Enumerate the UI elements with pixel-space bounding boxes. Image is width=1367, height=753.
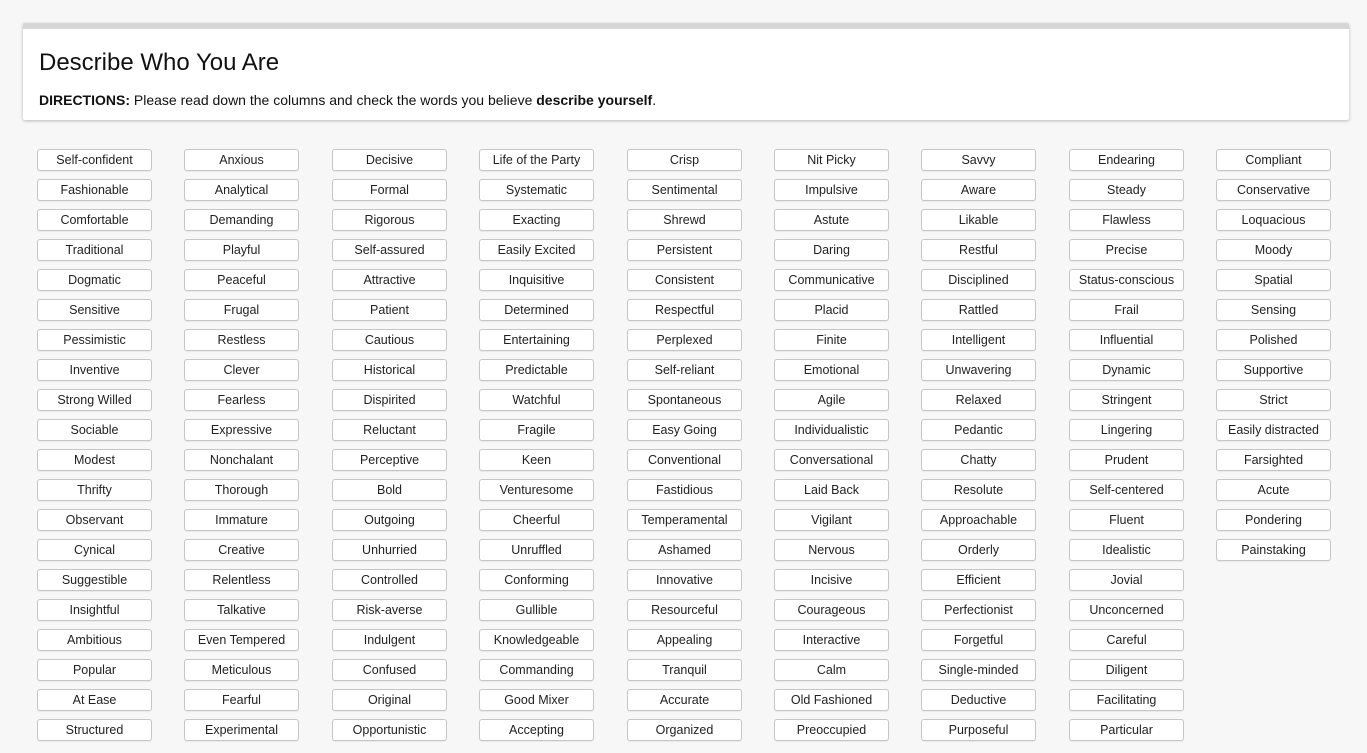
word-button[interactable]: Perceptive xyxy=(332,449,447,471)
word-button[interactable]: Tranquil xyxy=(627,659,742,681)
word-button[interactable]: Patient xyxy=(332,299,447,321)
word-button[interactable]: Good Mixer xyxy=(479,689,594,711)
word-button[interactable]: Inventive xyxy=(37,359,152,381)
page-title: Describe Who You Are xyxy=(39,49,280,76)
word-column-5 xyxy=(627,149,742,749)
word-button[interactable]: Watchful xyxy=(479,389,594,411)
word-button[interactable]: Relentless xyxy=(184,569,299,591)
word-button[interactable]: Controlled xyxy=(332,569,447,591)
word-button[interactable]: Approachable xyxy=(921,509,1036,531)
word-button[interactable]: Self-assured xyxy=(332,239,447,261)
word-button[interactable]: Individualistic xyxy=(774,419,889,441)
word-button[interactable]: Keen xyxy=(479,449,594,471)
word-button[interactable]: Old Fashioned xyxy=(774,689,889,711)
word-button[interactable]: Thorough xyxy=(184,479,299,501)
word-button[interactable]: Aware xyxy=(921,179,1036,201)
word-button[interactable]: Vigilant xyxy=(774,509,889,531)
word-button[interactable]: Dynamic xyxy=(1069,359,1184,381)
word-button[interactable]: Inquisitive xyxy=(479,269,594,291)
word-button[interactable]: Emotional xyxy=(774,359,889,381)
word-button[interactable]: Fastidious xyxy=(627,479,742,501)
word-button[interactable]: Indulgent xyxy=(332,629,447,651)
word-button[interactable]: Polished xyxy=(1216,329,1331,351)
word-button[interactable]: Compliant xyxy=(1216,149,1331,171)
word-button[interactable]: Insightful xyxy=(37,599,152,621)
word-button[interactable]: Rigorous xyxy=(332,209,447,231)
word-column-8 xyxy=(1069,149,1184,749)
word-button[interactable]: Cheerful xyxy=(479,509,594,531)
word-button[interactable]: Dogmatic xyxy=(37,269,152,291)
word-button[interactable]: Nonchalant xyxy=(184,449,299,471)
word-button[interactable]: Loquacious xyxy=(1216,209,1331,231)
word-button[interactable]: Easy Going xyxy=(627,419,742,441)
word-button[interactable]: Daring xyxy=(774,239,889,261)
word-button[interactable]: Risk-averse xyxy=(332,599,447,621)
word-button[interactable]: Resourceful xyxy=(627,599,742,621)
word-button[interactable]: Thrifty xyxy=(37,479,152,501)
word-button[interactable]: Impulsive xyxy=(774,179,889,201)
word-button[interactable]: Venturesome xyxy=(479,479,594,501)
word-button[interactable]: Particular xyxy=(1069,719,1184,741)
word-button[interactable]: Likable xyxy=(921,209,1036,231)
word-button[interactable]: Intelligent xyxy=(921,329,1036,351)
word-button[interactable]: Observant xyxy=(37,509,152,531)
word-button[interactable]: Painstaking xyxy=(1216,539,1331,561)
word-column-6 xyxy=(774,149,889,749)
word-button[interactable]: Life of the Party xyxy=(479,149,594,171)
word-button[interactable]: Orderly xyxy=(921,539,1036,561)
word-button[interactable]: Structured xyxy=(37,719,152,741)
word-button[interactable]: Prudent xyxy=(1069,449,1184,471)
word-button[interactable]: Anxious xyxy=(184,149,299,171)
word-button[interactable]: Sensitive xyxy=(37,299,152,321)
word-button[interactable]: Systematic xyxy=(479,179,594,201)
word-button[interactable]: Communicative xyxy=(774,269,889,291)
word-button[interactable]: Strict xyxy=(1216,389,1331,411)
word-button[interactable]: Single-minded xyxy=(921,659,1036,681)
word-button[interactable]: Suggestible xyxy=(37,569,152,591)
word-button[interactable]: Supportive xyxy=(1216,359,1331,381)
word-button[interactable]: Accepting xyxy=(479,719,594,741)
word-button[interactable]: Opportunistic xyxy=(332,719,447,741)
word-button[interactable]: Fragile xyxy=(479,419,594,441)
word-button[interactable]: Jovial xyxy=(1069,569,1184,591)
word-button[interactable]: Spontaneous xyxy=(627,389,742,411)
word-button[interactable]: Rattled xyxy=(921,299,1036,321)
word-button[interactable]: Perplexed xyxy=(627,329,742,351)
word-button[interactable]: Placid xyxy=(774,299,889,321)
word-button[interactable]: Knowledgeable xyxy=(479,629,594,651)
word-button[interactable]: Laid Back xyxy=(774,479,889,501)
word-column-1 xyxy=(37,149,152,749)
word-button[interactable]: Deductive xyxy=(921,689,1036,711)
word-button[interactable]: Resolute xyxy=(921,479,1036,501)
word-button[interactable]: Forgetful xyxy=(921,629,1036,651)
word-button[interactable]: Relaxed xyxy=(921,389,1036,411)
word-button[interactable]: Experimental xyxy=(184,719,299,741)
word-button[interactable]: Playful xyxy=(184,239,299,261)
word-button[interactable]: Preoccupied xyxy=(774,719,889,741)
directions-label: DIRECTIONS: xyxy=(39,92,130,108)
word-button[interactable]: Stringent xyxy=(1069,389,1184,411)
word-button[interactable]: Temperamental xyxy=(627,509,742,531)
word-button[interactable]: At Ease xyxy=(37,689,152,711)
word-button[interactable]: Chatty xyxy=(921,449,1036,471)
word-button[interactable]: Meticulous xyxy=(184,659,299,681)
word-column-7 xyxy=(921,149,1036,749)
word-button[interactable]: Appealing xyxy=(627,629,742,651)
word-button[interactable]: Modest xyxy=(37,449,152,471)
word-button[interactable]: Creative xyxy=(184,539,299,561)
word-column-4 xyxy=(479,149,594,749)
word-button[interactable]: Facilitating xyxy=(1069,689,1184,711)
word-column-9 xyxy=(1216,149,1331,569)
word-button[interactable]: Moody xyxy=(1216,239,1331,261)
word-button[interactable]: Fashionable xyxy=(37,179,152,201)
word-button[interactable]: Nervous xyxy=(774,539,889,561)
word-button[interactable]: Influential xyxy=(1069,329,1184,351)
word-button[interactable]: Easily Excited xyxy=(479,239,594,261)
word-button[interactable]: Popular xyxy=(37,659,152,681)
word-button[interactable]: Careful xyxy=(1069,629,1184,651)
word-button[interactable]: Shrewd xyxy=(627,209,742,231)
word-button[interactable]: Determined xyxy=(479,299,594,321)
word-button[interactable]: Immature xyxy=(184,509,299,531)
word-button[interactable]: Accurate xyxy=(627,689,742,711)
word-button[interactable]: Diligent xyxy=(1069,659,1184,681)
word-column-2 xyxy=(184,149,299,749)
directions-text: Please read down the columns and check the words you believe xyxy=(130,92,537,108)
word-button[interactable]: Nit Picky xyxy=(774,149,889,171)
directions xyxy=(39,91,656,109)
word-button[interactable]: Cynical xyxy=(37,539,152,561)
directions-end: . xyxy=(652,92,657,108)
word-button[interactable]: Finite xyxy=(774,329,889,351)
word-button[interactable]: Acute xyxy=(1216,479,1331,501)
word-button[interactable]: Expressive xyxy=(184,419,299,441)
word-button[interactable]: Exacting xyxy=(479,209,594,231)
word-button[interactable]: Unhurried xyxy=(332,539,447,561)
header-card xyxy=(23,23,1349,120)
word-button[interactable]: Easily distracted xyxy=(1216,419,1331,441)
word-button[interactable]: Agile xyxy=(774,389,889,411)
word-button[interactable]: Unwavering xyxy=(921,359,1036,381)
word-button[interactable]: Gullible xyxy=(479,599,594,621)
word-button[interactable]: Farsighted xyxy=(1216,449,1331,471)
word-button[interactable]: Perfectionist xyxy=(921,599,1036,621)
word-button[interactable]: Disciplined xyxy=(921,269,1036,291)
word-button[interactable]: Organized xyxy=(627,719,742,741)
word-button[interactable]: Idealistic xyxy=(1069,539,1184,561)
word-button[interactable]: Talkative xyxy=(184,599,299,621)
word-button[interactable]: Spatial xyxy=(1216,269,1331,291)
word-button[interactable]: Comfortable xyxy=(37,209,152,231)
word-button[interactable]: Self-centered xyxy=(1069,479,1184,501)
word-button[interactable]: Conversational xyxy=(774,449,889,471)
word-button[interactable]: Conventional xyxy=(627,449,742,471)
word-button[interactable]: Cautious xyxy=(332,329,447,351)
word-button[interactable]: Pessimistic xyxy=(37,329,152,351)
word-button[interactable]: Predictable xyxy=(479,359,594,381)
word-button[interactable]: Status-conscious xyxy=(1069,269,1184,291)
word-button[interactable]: Lingering xyxy=(1069,419,1184,441)
word-button[interactable]: Purposeful xyxy=(921,719,1036,741)
word-button[interactable]: Original xyxy=(332,689,447,711)
word-button[interactable]: Innovative xyxy=(627,569,742,591)
word-button[interactable]: Traditional xyxy=(37,239,152,261)
word-button[interactable]: Interactive xyxy=(774,629,889,651)
word-button[interactable]: Clever xyxy=(184,359,299,381)
word-button[interactable]: Calm xyxy=(774,659,889,681)
word-button[interactable]: Self-confident xyxy=(37,149,152,171)
word-button[interactable]: Incisive xyxy=(774,569,889,591)
word-button[interactable]: Respectful xyxy=(627,299,742,321)
word-button[interactable]: Endearing xyxy=(1069,149,1184,171)
word-button[interactable]: Unconcerned xyxy=(1069,599,1184,621)
word-button[interactable]: Even Tempered xyxy=(184,629,299,651)
word-button[interactable]: Savvy xyxy=(921,149,1036,171)
word-button[interactable]: Sociable xyxy=(37,419,152,441)
word-button[interactable]: Pondering xyxy=(1216,509,1331,531)
word-button[interactable]: Unruffled xyxy=(479,539,594,561)
word-button[interactable]: Reluctant xyxy=(332,419,447,441)
word-button[interactable]: Self-reliant xyxy=(627,359,742,381)
word-column-3 xyxy=(332,149,447,749)
word-button[interactable]: Commanding xyxy=(479,659,594,681)
word-button[interactable]: Dispirited xyxy=(332,389,447,411)
word-button[interactable]: Restless xyxy=(184,329,299,351)
word-button[interactable]: Fearless xyxy=(184,389,299,411)
word-button[interactable]: Outgoing xyxy=(332,509,447,531)
word-button[interactable]: Crisp xyxy=(627,149,742,171)
word-button[interactable]: Ashamed xyxy=(627,539,742,561)
word-grid xyxy=(37,149,1337,749)
word-button[interactable]: Fluent xyxy=(1069,509,1184,531)
word-button[interactable]: Frail xyxy=(1069,299,1184,321)
directions-emphasis: describe yourself xyxy=(536,92,653,108)
word-button[interactable]: Analytical xyxy=(184,179,299,201)
word-button[interactable]: Steady xyxy=(1069,179,1184,201)
word-button[interactable]: Confused xyxy=(332,659,447,681)
word-button[interactable]: Consistent xyxy=(627,269,742,291)
word-button[interactable]: Sentimental xyxy=(627,179,742,201)
word-button[interactable]: Astute xyxy=(774,209,889,231)
word-button[interactable]: Formal xyxy=(332,179,447,201)
word-button[interactable]: Sensing xyxy=(1216,299,1331,321)
word-button[interactable]: Flawless xyxy=(1069,209,1184,231)
word-button[interactable]: Strong Willed xyxy=(37,389,152,411)
word-button[interactable]: Frugal xyxy=(184,299,299,321)
word-button[interactable]: Historical xyxy=(332,359,447,381)
word-button[interactable]: Precise xyxy=(1069,239,1184,261)
word-button[interactable]: Attractive xyxy=(332,269,447,291)
word-button[interactable]: Ambitious xyxy=(37,629,152,651)
word-button[interactable]: Fearful xyxy=(184,689,299,711)
word-button[interactable]: Bold xyxy=(332,479,447,501)
word-button[interactable]: Restful xyxy=(921,239,1036,261)
word-button[interactable]: Conforming xyxy=(479,569,594,591)
word-button[interactable]: Efficient xyxy=(921,569,1036,591)
word-button[interactable]: Demanding xyxy=(184,209,299,231)
word-button[interactable]: Peaceful xyxy=(184,269,299,291)
word-button[interactable]: Entertaining xyxy=(479,329,594,351)
word-button[interactable]: Decisive xyxy=(332,149,447,171)
word-button[interactable]: Courageous xyxy=(774,599,889,621)
word-button[interactable]: Pedantic xyxy=(921,419,1036,441)
word-button[interactable]: Conservative xyxy=(1216,179,1331,201)
word-button[interactable]: Persistent xyxy=(627,239,742,261)
